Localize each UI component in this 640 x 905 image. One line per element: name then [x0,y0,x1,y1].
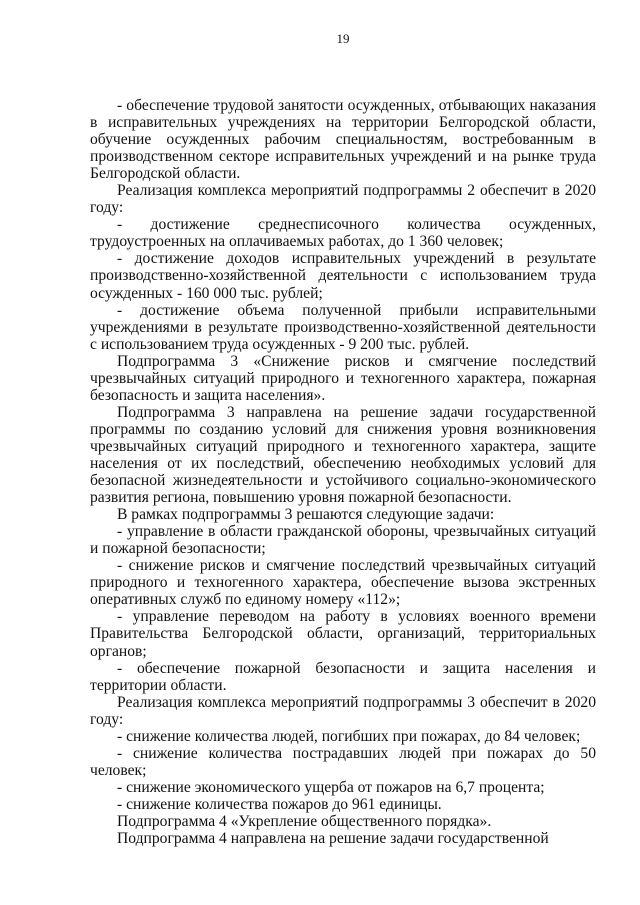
paragraph: Реализация комплекса мероприятий подпрограммы 3 обеспечит в 2020 году: [90,693,596,728]
paragraph: - снижение количества пострадавших людей при пожарах до 50 человек; [90,744,596,779]
paragraph: - достижение среднесписочного количества осужденных, трудоустроенных на оплачиваемых работах, до 1 360 человек; [90,216,596,251]
paragraph: Подпрограмма 3 «Снижение рисков и смягчение последствий чрезвычайных ситуаций природного и техногенного характера, пожарная безопасность и защита населения». [90,352,596,404]
paragraph: - снижение количества людей, погибших при пожарах, до 84 человек; [117,727,581,745]
paragraph: Подпрограмма 3 направлена на решение задачи государственной программы по созданию условий для снижения уровня возникновения чрезвычайных ситуаций природного и техногенного характера, защите населения от их последствий, обеспечению необходимых условий для безопасной жизнедеятельности и устойчивого социально-экономического развития региона, повышению уровня пожарной безопасности. [90,403,596,507]
paragraph: - достижение доходов исправительных учреждений в результате производственно-хозяйственной деятельности с использованием труда осужденных - 160 000 тыс. рублей; [90,250,596,302]
paragraph: Подпрограмма 4 «Укрепление общественного порядка». [117,812,492,830]
paragraph: - управление в области гражданской обороны, чрезвычайных ситуаций и пожарной безопасности; [90,523,596,558]
paragraph: - управление переводом на работу в условиях военного времени Правительства Белгородской области, организаций, территориальных органов; [90,608,596,660]
page-number: 19 [336,31,350,46]
paragraph: Подпрограмма 4 направлена на решение задачи государственной [117,830,549,848]
paragraph: В рамках подпрограммы 3 решаются следующие задачи: [117,506,495,524]
paragraph: - снижение экономического ущерба от пожаров на 6,7 процента; [117,778,545,796]
paragraph: - снижение количества пожаров до 961 единицы. [117,795,442,813]
document-body [90,97,596,847]
paragraph: - снижение рисков и смягчение последствий чрезвычайных ситуаций природного и техногенного характера, обеспечение вызова экстренных оперативных служб по единому номеру «112»; [90,557,596,609]
paragraph: Реализация комплекса мероприятий подпрограммы 2 обеспечит в 2020 году: [90,182,596,217]
paragraph: - обеспечение пожарной безопасности и защита населения и территории области. [90,659,596,694]
paragraph: - обеспечение трудовой занятости осужденных, отбывающих наказания в исправительных учреждениях на территории Белгородской области, обучение осужденных рабочим специальностям, востребованным в производственном секторе исправительных учреждений и на рынке труда Белгородской области. [90,97,596,183]
paragraph: - достижение объема полученной прибыли исправительными учреждениями в результате производственно-хозяйственной деятельности с использованием труда осужденных - 9 200 тыс. рублей. [90,301,596,353]
